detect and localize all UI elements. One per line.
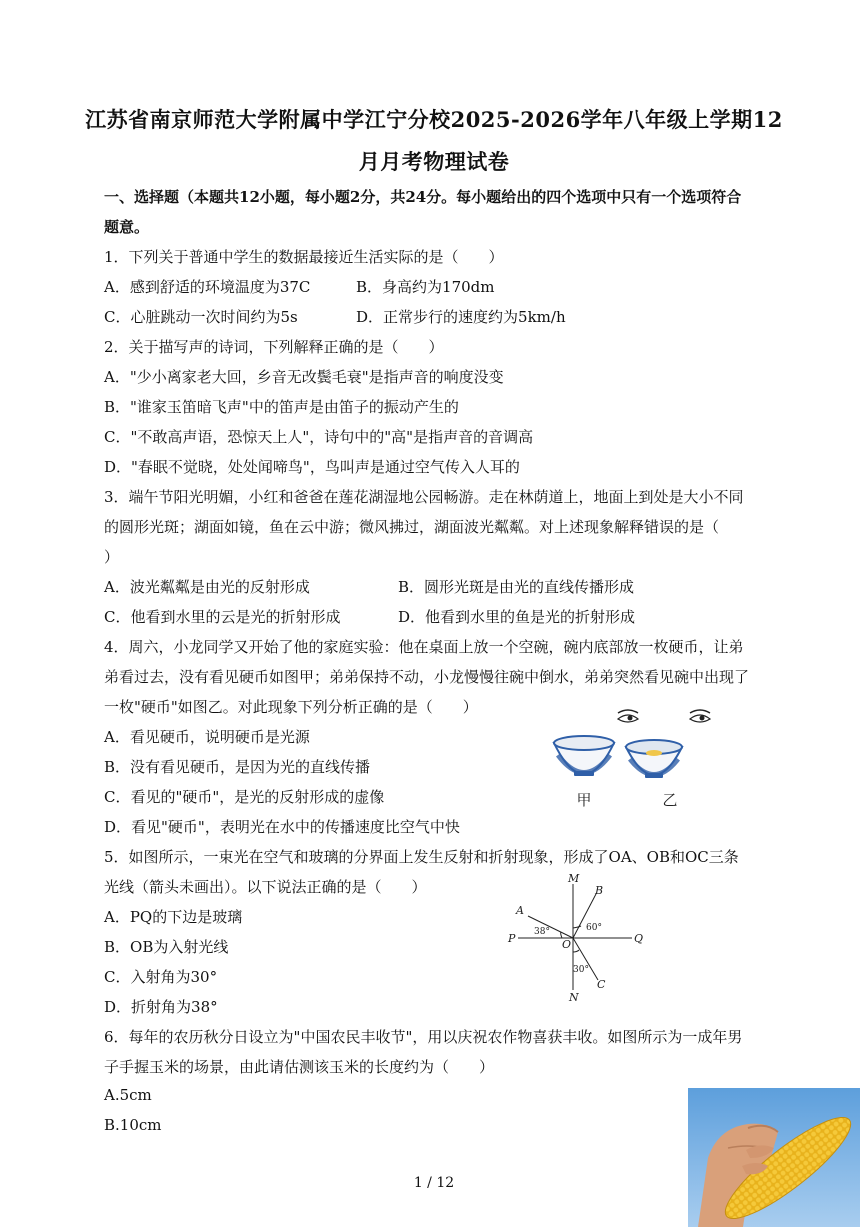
question-5-stem: 5．如图所示，一束光在空气和玻璃的分界面上发生反射和折射现象，形成了OA、OB和OC三条 <box>104 848 739 866</box>
coin <box>646 750 662 756</box>
question-6-stem: 6．每年的农历秋分日设立为"中国农民丰收节"，用以庆祝农作物喜获丰收。如图所示为一成年男 <box>104 1028 743 1046</box>
q1-option-b: B．身高约为170dm <box>356 278 495 296</box>
question-2-stem: 2．关于描写声的诗词，下列解释正确的是（ ） <box>104 338 444 356</box>
q1-option-d: D．正常步行的速度约为5km/h <box>356 308 566 326</box>
q3-option-a: A．波光粼粼是由光的反射形成 <box>104 578 310 596</box>
refraction-diagram <box>500 872 650 1007</box>
label-yi: 乙 <box>662 791 678 809</box>
label-b: B <box>595 884 604 897</box>
q3-option-c: C．他看到水里的云是光的折射形成 <box>104 608 341 626</box>
label-p: P <box>508 932 516 945</box>
angle-30: 30° <box>573 965 589 975</box>
q1-option-a: A．感到舒适的环境温度为37C <box>104 278 311 296</box>
q5-option-c: C．入射角为30° <box>104 968 218 986</box>
section-header-cont: 题意。 <box>104 218 150 236</box>
q2-option-a: A．"少小离家老大回，乡音无改鬓毛衰"是指声音的响度没变 <box>104 368 504 386</box>
page-number: 1 / 12 <box>413 1175 455 1191</box>
q2-option-c: C．"不敢高声语，恐惊天上人"，诗句中的"高"是指声音的音调高 <box>104 428 534 446</box>
label-n: N <box>569 991 579 1004</box>
q6-option-a: A.5cm <box>104 1086 152 1104</box>
label-a: A <box>516 904 524 917</box>
question-3-stem-cont: 的圆形光斑；湖面如镜，鱼在云中游；微风拂过，湖面波光粼粼。对上述现象解释错误的是（ <box>104 518 720 536</box>
q4-option-a: A．看见硬币，说明硬币是光源 <box>104 728 310 746</box>
question-4-stem: 4．周六，小龙同学又开始了他的家庭实验：他在桌面上放一个空碗，碗内底部放一枚硬币，让弟 <box>104 638 744 656</box>
label-o: O <box>562 938 572 951</box>
q3-option-d: D．他看到水里的鱼是光的折射形成 <box>398 608 636 626</box>
eye-icon <box>690 710 710 722</box>
page-title-cont: 月月考物理试卷 <box>358 149 510 174</box>
page-title: 江苏省南京师范大学附属中学江宁分校2025-2026学年八年级上学期12 <box>85 107 783 132</box>
angle-60: 60° <box>586 923 602 933</box>
corn-photo <box>688 1088 860 1227</box>
question-5-stem-cont: 光线（箭头未画出）。以下说法正确的是（ ） <box>104 878 427 896</box>
q2-option-d: D．"春眠不觉晓，处处闻啼鸟"，鸟叫声是通过空气传入人耳的 <box>104 458 520 476</box>
bowl-figure <box>548 705 728 815</box>
question-4-stem-cont: 弟看过去，没有看见硬币如图甲；弟弟保持不动，小龙慢慢往碗中倒水，弟弟突然看见碗中出现了 <box>104 668 750 686</box>
eye-icon <box>618 710 638 722</box>
q4-option-b: B．没有看见硬币，是因为光的直线传播 <box>104 758 371 776</box>
label-m: M <box>568 872 580 885</box>
q4-option-c: C．看见的"硬币"，是光的反射形成的虚像 <box>104 788 385 806</box>
label-q: Q <box>634 932 644 945</box>
empty-bowl <box>554 736 614 776</box>
label-jia: 甲 <box>576 791 592 809</box>
q4-option-d: D．看见"硬币"，表明光在水中的传播速度比空气中快 <box>104 818 460 836</box>
q1-option-c: C．心脏跳动一次时间约为5s <box>104 308 298 326</box>
water-bowl <box>626 740 682 778</box>
q5-option-b: B．OB为入射光线 <box>104 938 229 956</box>
question-6-stem-cont: 子手握玉米的场景，由此请估测该玉米的长度约为（ ） <box>104 1058 495 1076</box>
q5-option-d: D．折射角为38° <box>104 998 218 1016</box>
q3-option-b: B．圆形光斑是由光的直线传播形成 <box>398 578 635 596</box>
angle-38: 38° <box>534 927 550 937</box>
question-3-stem-end: ） <box>104 548 120 566</box>
question-1-stem: 1．下列关于普通中学生的数据最接近生活实际的是（ ） <box>104 248 504 266</box>
label-c: C <box>597 978 606 991</box>
question-4-stem-end: 一枚"硬币"如图乙。对此现象下列分析正确的是（ ） <box>104 698 478 716</box>
q6-option-b: B.10cm <box>104 1116 162 1134</box>
q2-option-b: B．"谁家玉笛暗飞声"中的笛声是由笛子的振动产生的 <box>104 398 459 416</box>
section-header: 一、选择题（本题共12小题，每小题2分，共24分。每小题给出的四个选项中只有一个选项符合 <box>104 188 742 206</box>
question-3-stem: 3．端午节阳光明媚，小红和爸爸在莲花湖湿地公园畅游。走在林荫道上，地面上到处是大小不同 <box>104 488 744 506</box>
q5-option-a: A．PQ的下边是玻璃 <box>104 908 243 926</box>
